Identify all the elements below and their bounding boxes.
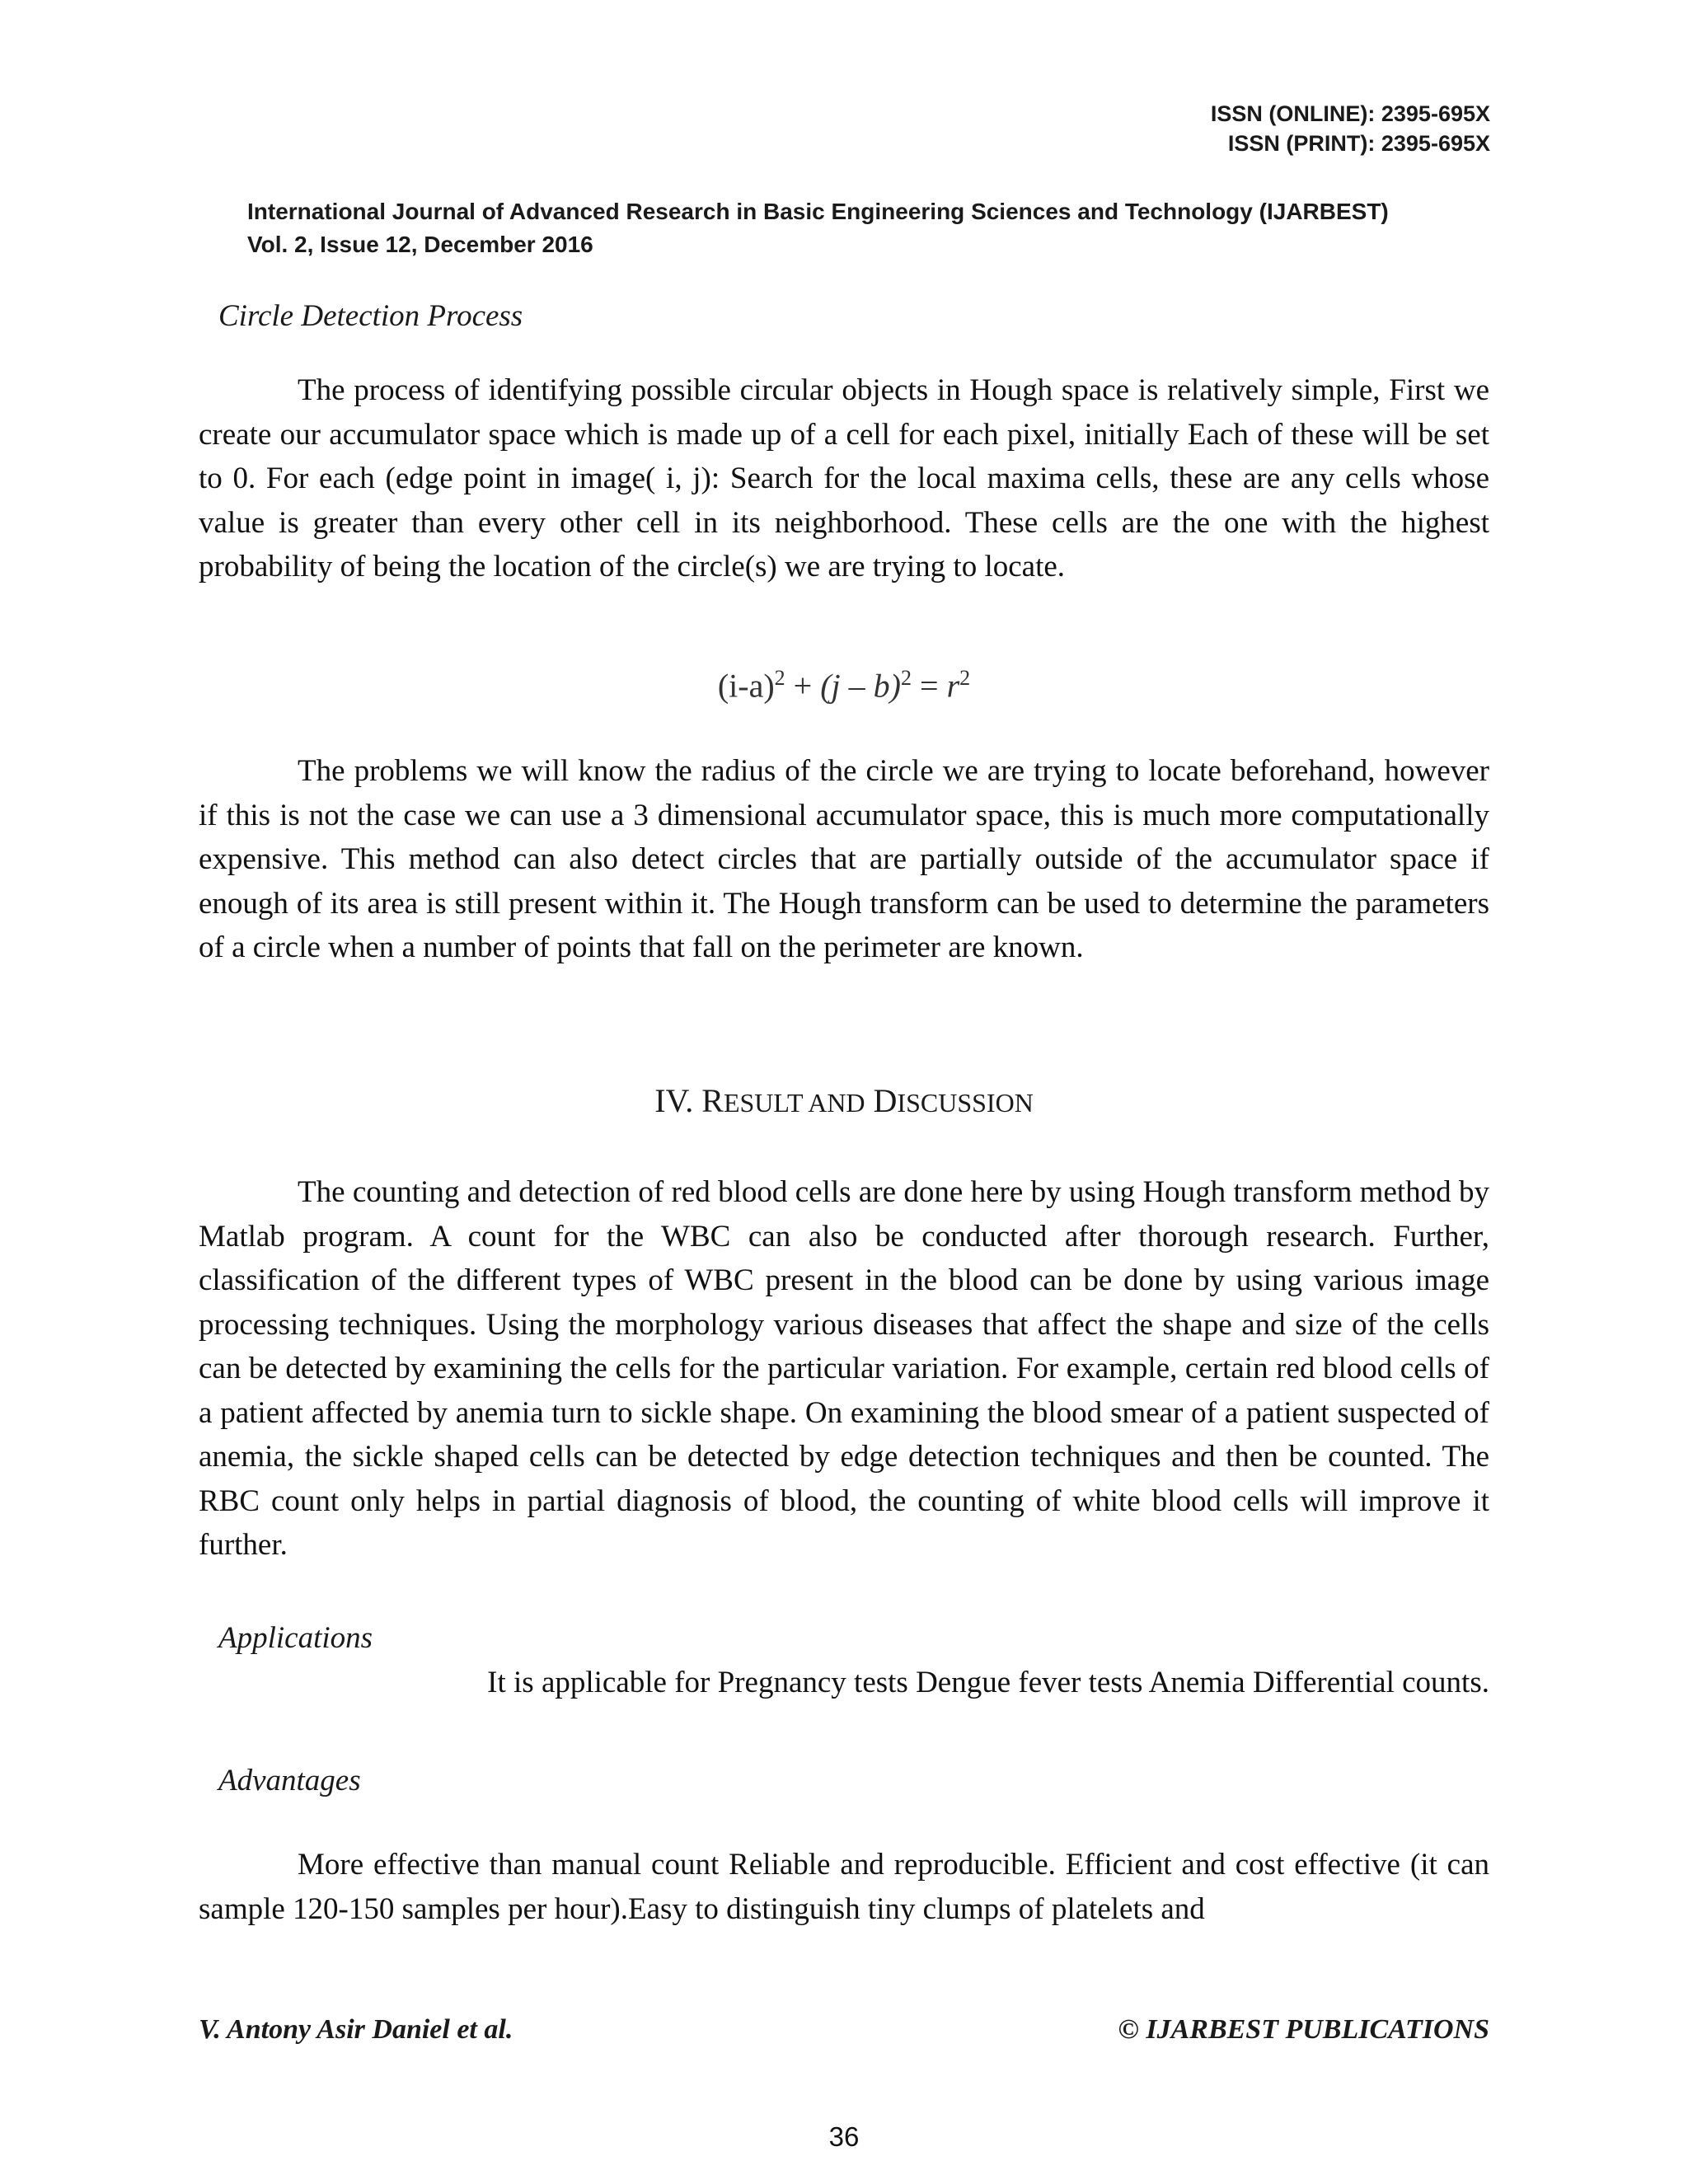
equation-term-3: r xyxy=(946,667,960,705)
applications-text: It is applicable for Pregnancy tests Dengue fever tests Anemia Differential counts. xyxy=(487,1666,1489,1699)
equation-plus: + xyxy=(793,667,813,705)
advantages-paragraph: More effective than manual count Reliable and reproducible. Efficient and cost effective (it can sample 120-150 samples per hour).Easy to distinguish tiny clumps of platelets and xyxy=(199,1848,1489,1926)
section-title-r-rest: ESULT AND xyxy=(723,1088,865,1118)
equation-term-1: (i-a) xyxy=(717,667,775,705)
circle-equation xyxy=(0,666,1688,705)
issn-online: ISSN (ONLINE): 2395-695X xyxy=(1210,101,1490,126)
equation-exp-1: 2 xyxy=(774,666,785,690)
equation-equals: = xyxy=(920,667,939,705)
issn-print: ISSN (PRINT): 2395-695X xyxy=(1227,131,1490,156)
circle-detection-paragraph-1: The process of identifying possible circular objects in Hough space is relatively simple, First we create our accumulator space which is made up of a cell for each pixel, initially Each of these will be set to 0. For each (edge point in image( i, j): Search for the local maxima cells, these are any cells whose value is greater than every other cell in its neighborhood. These cells are the one with the highest probability of being the location of the circle(s) we are trying to locate. xyxy=(199,373,1489,583)
footer-publisher: © IJARBEST PUBLICATIONS xyxy=(1118,2014,1489,2045)
page-number: 36 xyxy=(828,2121,860,2152)
circle-detection-paragraph-2: The problems we will know the radius of the circle we are trying to locate beforehand, however if this is not the case we can use a 3 dimensional accumulator space, this is much more computationally expensive. This method can also detect circles that are partially outside of the accumulator space if enough of its area is still present within it. The Hough transform can be used to determine the parameters of a circle when a number of points that fall on the perimeter are known. xyxy=(199,754,1489,964)
section-title-d-rest: ISCUSSION xyxy=(897,1088,1034,1118)
journal-volume: Vol. 2, Issue 12, December 2016 xyxy=(247,232,593,257)
circle-detection-heading: Circle Detection Process xyxy=(218,299,523,333)
section-title-r: R xyxy=(701,1082,724,1119)
section-number: IV. xyxy=(654,1082,694,1119)
advantages-heading: Advantages xyxy=(218,1764,361,1797)
equation-exp-2: 2 xyxy=(901,666,912,690)
equation-exp-3: 2 xyxy=(959,666,971,690)
result-discussion-paragraph: The counting and detection of red blood cells are done here by using Hough transform method by Matlab program. A count for the WBC can also be conducted after thorough research. Further, classification of the different types of WBC present in the blood can be done by using various image processing techniques. Using the morphology various diseases that affect the shape and size of the cells can be detected by examining the cells for the particular variation. For example, certain red blood cells of a patient affected by anemia turn to sickle shape. On examining the blood smear of a patient suspected of anemia, the sickle shaped cells can be detected by edge detection techniques and then be counted. The RBC count only helps in partial diagnosis of blood, the counting of white blood cells will improve it further. xyxy=(199,1175,1489,1562)
section-iv-heading xyxy=(0,1081,1688,1120)
footer-author: V. Antony Asir Daniel et al. xyxy=(199,2014,513,2045)
applications-heading: Applications xyxy=(218,1621,373,1655)
section-title-d: D xyxy=(873,1082,898,1119)
journal-title: International Journal of Advanced Research in Basic Engineering Sciences and Technology (IJARBEST) xyxy=(247,199,1389,224)
equation-term-2: (j – b) xyxy=(820,667,901,705)
